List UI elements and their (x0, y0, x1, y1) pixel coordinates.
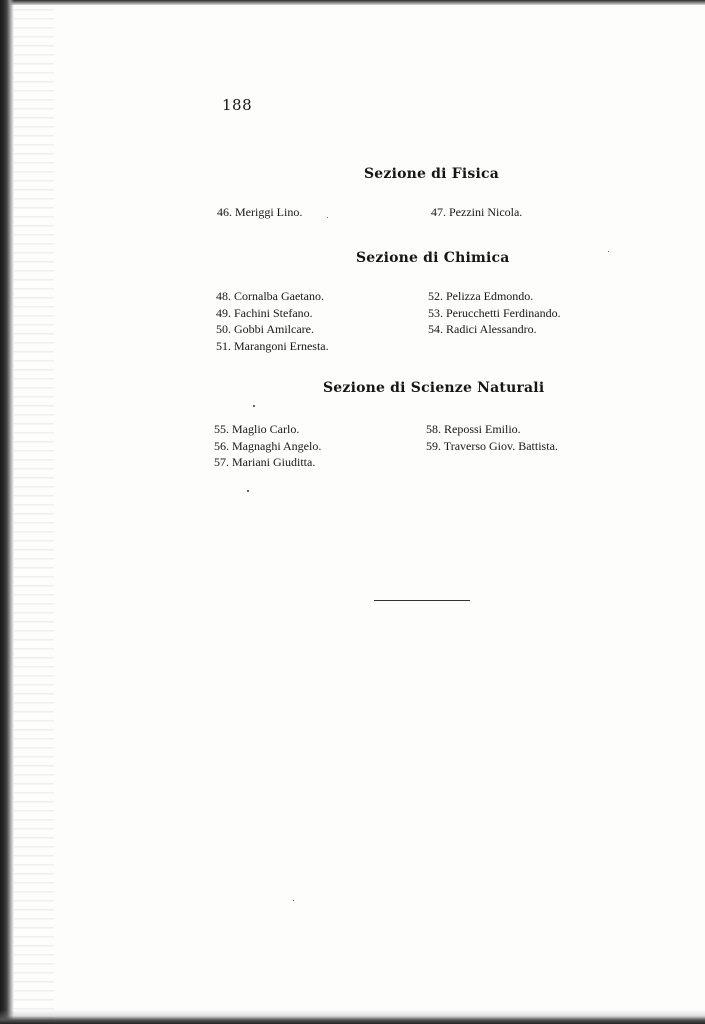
scan-top-edge (0, 0, 705, 5)
end-rule-divider (374, 600, 470, 601)
scan-binding-speckle (14, 0, 54, 1024)
scan-bottom-edge (0, 1010, 705, 1024)
scan-speck (327, 217, 328, 218)
list-item: 47. Pezzini Nicola. (431, 205, 523, 219)
chimica-right-column (428, 288, 561, 338)
scan-speck (253, 405, 255, 407)
list-item: 50. Gobbi Amilcare. (216, 322, 314, 336)
list-item: 59. Traverso Giov. Battista. (426, 438, 558, 453)
scan-speck (247, 490, 249, 492)
list-item: 52. Pelizza Edmondo. (428, 289, 534, 303)
list-item: 53. Perucchetti Ferdinando. (428, 305, 561, 320)
list-item: 54. Radici Alessandro. (428, 322, 537, 336)
list-item: 49. Fachini Stefano. (216, 305, 313, 320)
fisica-left-column (217, 204, 302, 221)
list-item: 48. Cornalba Gaetano. (216, 289, 324, 303)
section-title-fisica: Sezione di Fisica (364, 166, 500, 182)
scan-speck (608, 251, 609, 252)
page-number: 188 (222, 96, 253, 114)
section-title-scienze-naturali: Sezione di Scienze Naturali (323, 380, 545, 396)
list-item: 51. Marangoni Ernesta. (216, 338, 329, 353)
scienze-left-column (214, 421, 321, 471)
list-item: 55. Maglio Carlo. (214, 422, 300, 436)
list-item: 56. Magnaghi Angelo. (214, 438, 322, 453)
list-item: 58. Repossi Emilio. (426, 422, 521, 436)
chimica-left-column (216, 288, 329, 354)
scienze-right-column (426, 421, 558, 454)
scan-speck (293, 900, 294, 901)
section-title-chimica: Sezione di Chimica (356, 250, 510, 266)
list-item: 46. Meriggi Lino. (217, 205, 303, 219)
fisica-right-column (431, 204, 522, 221)
list-item: 57. Mariani Giuditta. (214, 455, 316, 469)
scan-binding-edge (0, 0, 14, 1024)
